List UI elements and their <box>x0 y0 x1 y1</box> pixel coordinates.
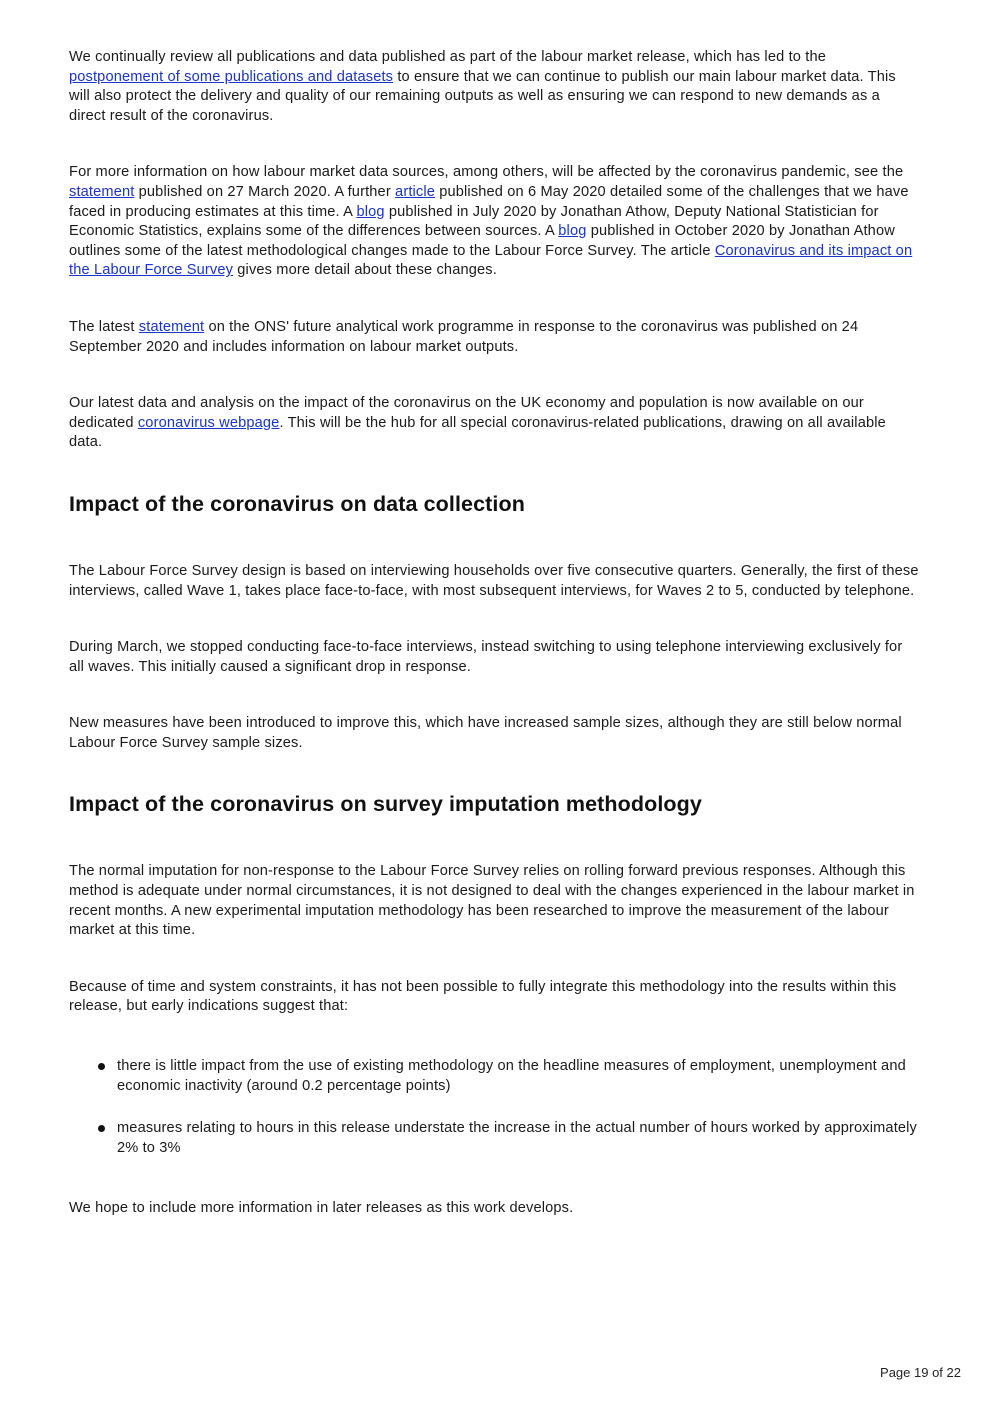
paragraph-postponement: We continually review all publications and data published as part of the labour market release, which has led to the postponement of some publications and datasets to ensure that we can continue to publish our main labour market data. This will also protect the delivery and quality of our remaining outputs as well as ensuring we can respond to new demands as a direct result of the coronavirus. <box>69 49 896 124</box>
document-body <box>69 48 919 1219</box>
heading-data-collection: Impact of the coronavirus on data collection <box>69 491 525 516</box>
link-postponement[interactable]: postponement of some publications and datasets <box>69 68 394 85</box>
paragraph-normal-imputation: The normal imputation for non-response to the Labour Force Survey relies on rolling forward previous responses. Although this method is adequate under normal circumstances, it is not designed to deal with the changes experienced in the labour market in recent months. A new experimental imputation methodology has been researched to improve the measurement of the labour market at this time. <box>69 863 915 939</box>
link-statement[interactable]: statement <box>69 183 135 200</box>
link-coronavirus-webpage[interactable]: coronavirus webpage <box>137 414 280 431</box>
paragraph-latest-statement: The latest statement on the ONS' future analytical work programme in response to the coronavirus was published on 24 September 2020 and includes information on labour market outputs. <box>69 318 859 355</box>
link-latest-statement[interactable]: statement <box>138 318 205 335</box>
link-lfs-impact-article[interactable]: Coronavirus and its impact on the Labour Force Survey <box>69 242 913 279</box>
list-item: measures relating to hours in this release understate the increase in the actual number of hours worked by approximately 2% to 3% <box>69 1119 919 1158</box>
bullet-icon <box>98 1063 105 1070</box>
link-article[interactable]: article <box>395 183 436 200</box>
paragraph-coronavirus-webpage: Our latest data and analysis on the impact of the coronavirus on the UK economy and population is now available on our dedicated coronavirus webpage. This will be the hub for all special coronavirus-related publications, drawing on all available data. <box>69 395 886 451</box>
link-blog-october[interactable]: blog <box>558 223 587 240</box>
paragraph-more-information: For more information on how labour market data sources, among others, will be affected by the coronavirus pandemic, see the statement published on 27 March 2020. A further article published on 6 May 2020 detailed some of the challenges that we have faced in producing estimates at this time. A blog published in July 2020 by Jonathan Athow, Deputy National Statistician for Economic Statistics, explains some of the differences between sources. A blog published in October 2020 by Jonathan Athow outlines some of the latest methodological changes made to the Labour Force Survey. The article Coronavirus and its impact on the Labour Force Survey gives more detail about these changes. <box>69 164 913 279</box>
page-number: Page 19 of 22 <box>880 1365 961 1380</box>
paragraph-constraints: Because of time and system constraints, it has not been possible to fully integrate this methodology into the results within this release, but early indications suggest that: <box>69 978 897 1015</box>
findings-list <box>69 1057 919 1158</box>
bullet-icon <box>98 1125 105 1132</box>
paragraph-lfs-design: The Labour Force Survey design is based on interviewing households over five consecutive quarters. Generally, the first of these interviews, called Wave 1, takes place face-to-face, with most subsequent interviews, for Waves 2 to 5, conducted by telephone. <box>69 562 919 599</box>
paragraph-new-measures: New measures have been introduced to improve this, which have increased sample sizes, although they are still below normal Labour Force Survey sample sizes. <box>69 715 902 751</box>
paragraph-closing: We hope to include more information in later releases as this work develops. <box>69 1200 574 1217</box>
paragraph-march-change: During March, we stopped conducting face-to-face interviews, instead switching to using telephone interviewing exclusively for all waves. This initially caused a significant drop in response. <box>69 639 903 675</box>
heading-imputation: Impact of the coronavirus on survey imputation methodology <box>69 792 702 817</box>
list-item: there is little impact from the use of existing methodology on the headline measures of employment, unemployment and economic inactivity (around 0.2 percentage points) <box>69 1057 919 1096</box>
link-blog-july[interactable]: blog <box>356 203 385 220</box>
